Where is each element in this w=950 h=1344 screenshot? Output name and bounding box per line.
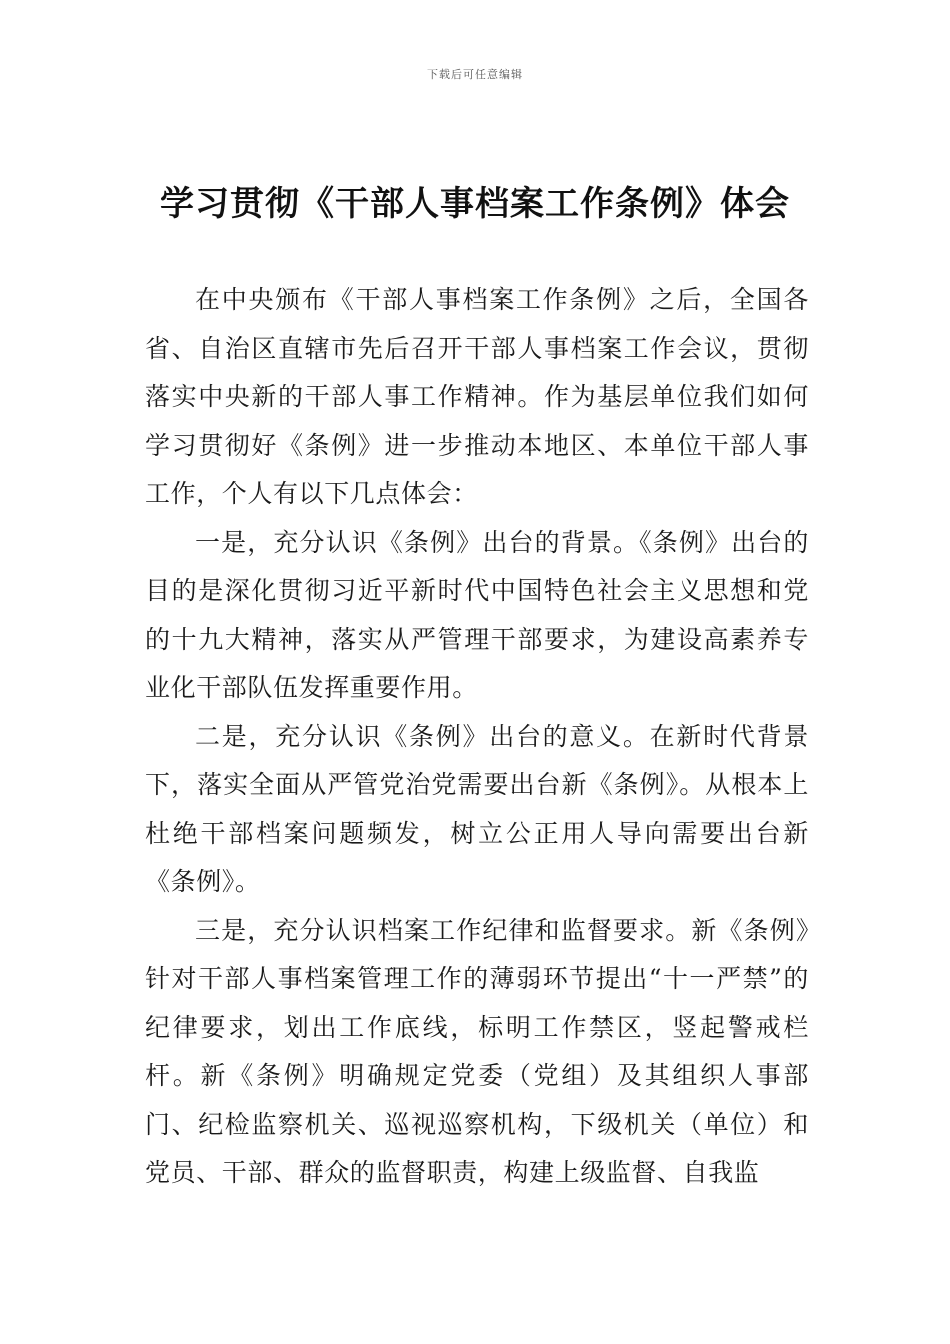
paragraph-intro: 在中央颁布《干部人事档案工作条例》之后，全国各省、自治区直辖市先后召开干部人事档案工作会议，贯彻落实中央新的干部人事工作精神。作为基层单位我们如何学习贯彻好《条例》进一步推动本地区、本单位干部人事工作，个人有以下几点体会：: [145, 285, 809, 508]
document-title: 学习贯彻《干部人事档案工作条例》体会: [160, 184, 790, 224]
paragraph-point-two: 二是，充分认识《条例》出台的意义。在新时代背景下，落实全面从严管党治党需要出台新《条例》。从根本上杜绝干部档案问题频发，树立公正用人导向需要出台新《条例》。: [145, 721, 809, 896]
document-body: [145, 276, 809, 1198]
paragraph-point-three: 三是，充分认识档案工作纪律和监督要求。新《条例》针对干部人事档案管理工作的薄弱环节提出“十一严禁”的纪律要求，划出工作底线，标明工作禁区，竖起警戒栏杆。新《条例》明确规定党委（党组）及其组织人事部门、纪检监察机关、巡视巡察机构，下级机关（单位）和党员、干部、群众的监督职责，构建上级监督、自我监: [145, 915, 809, 1187]
paragraph-point-one: 一是，充分认识《条例》出台的背景。《条例》出台的目的是深化贯彻习近平新时代中国特色社会主义思想和党的十九大精神，落实从严管理干部要求，为建设高素养专业化干部队伍发挥重要作用。: [145, 527, 809, 702]
header-note: 下载后可任意编辑: [427, 68, 523, 81]
